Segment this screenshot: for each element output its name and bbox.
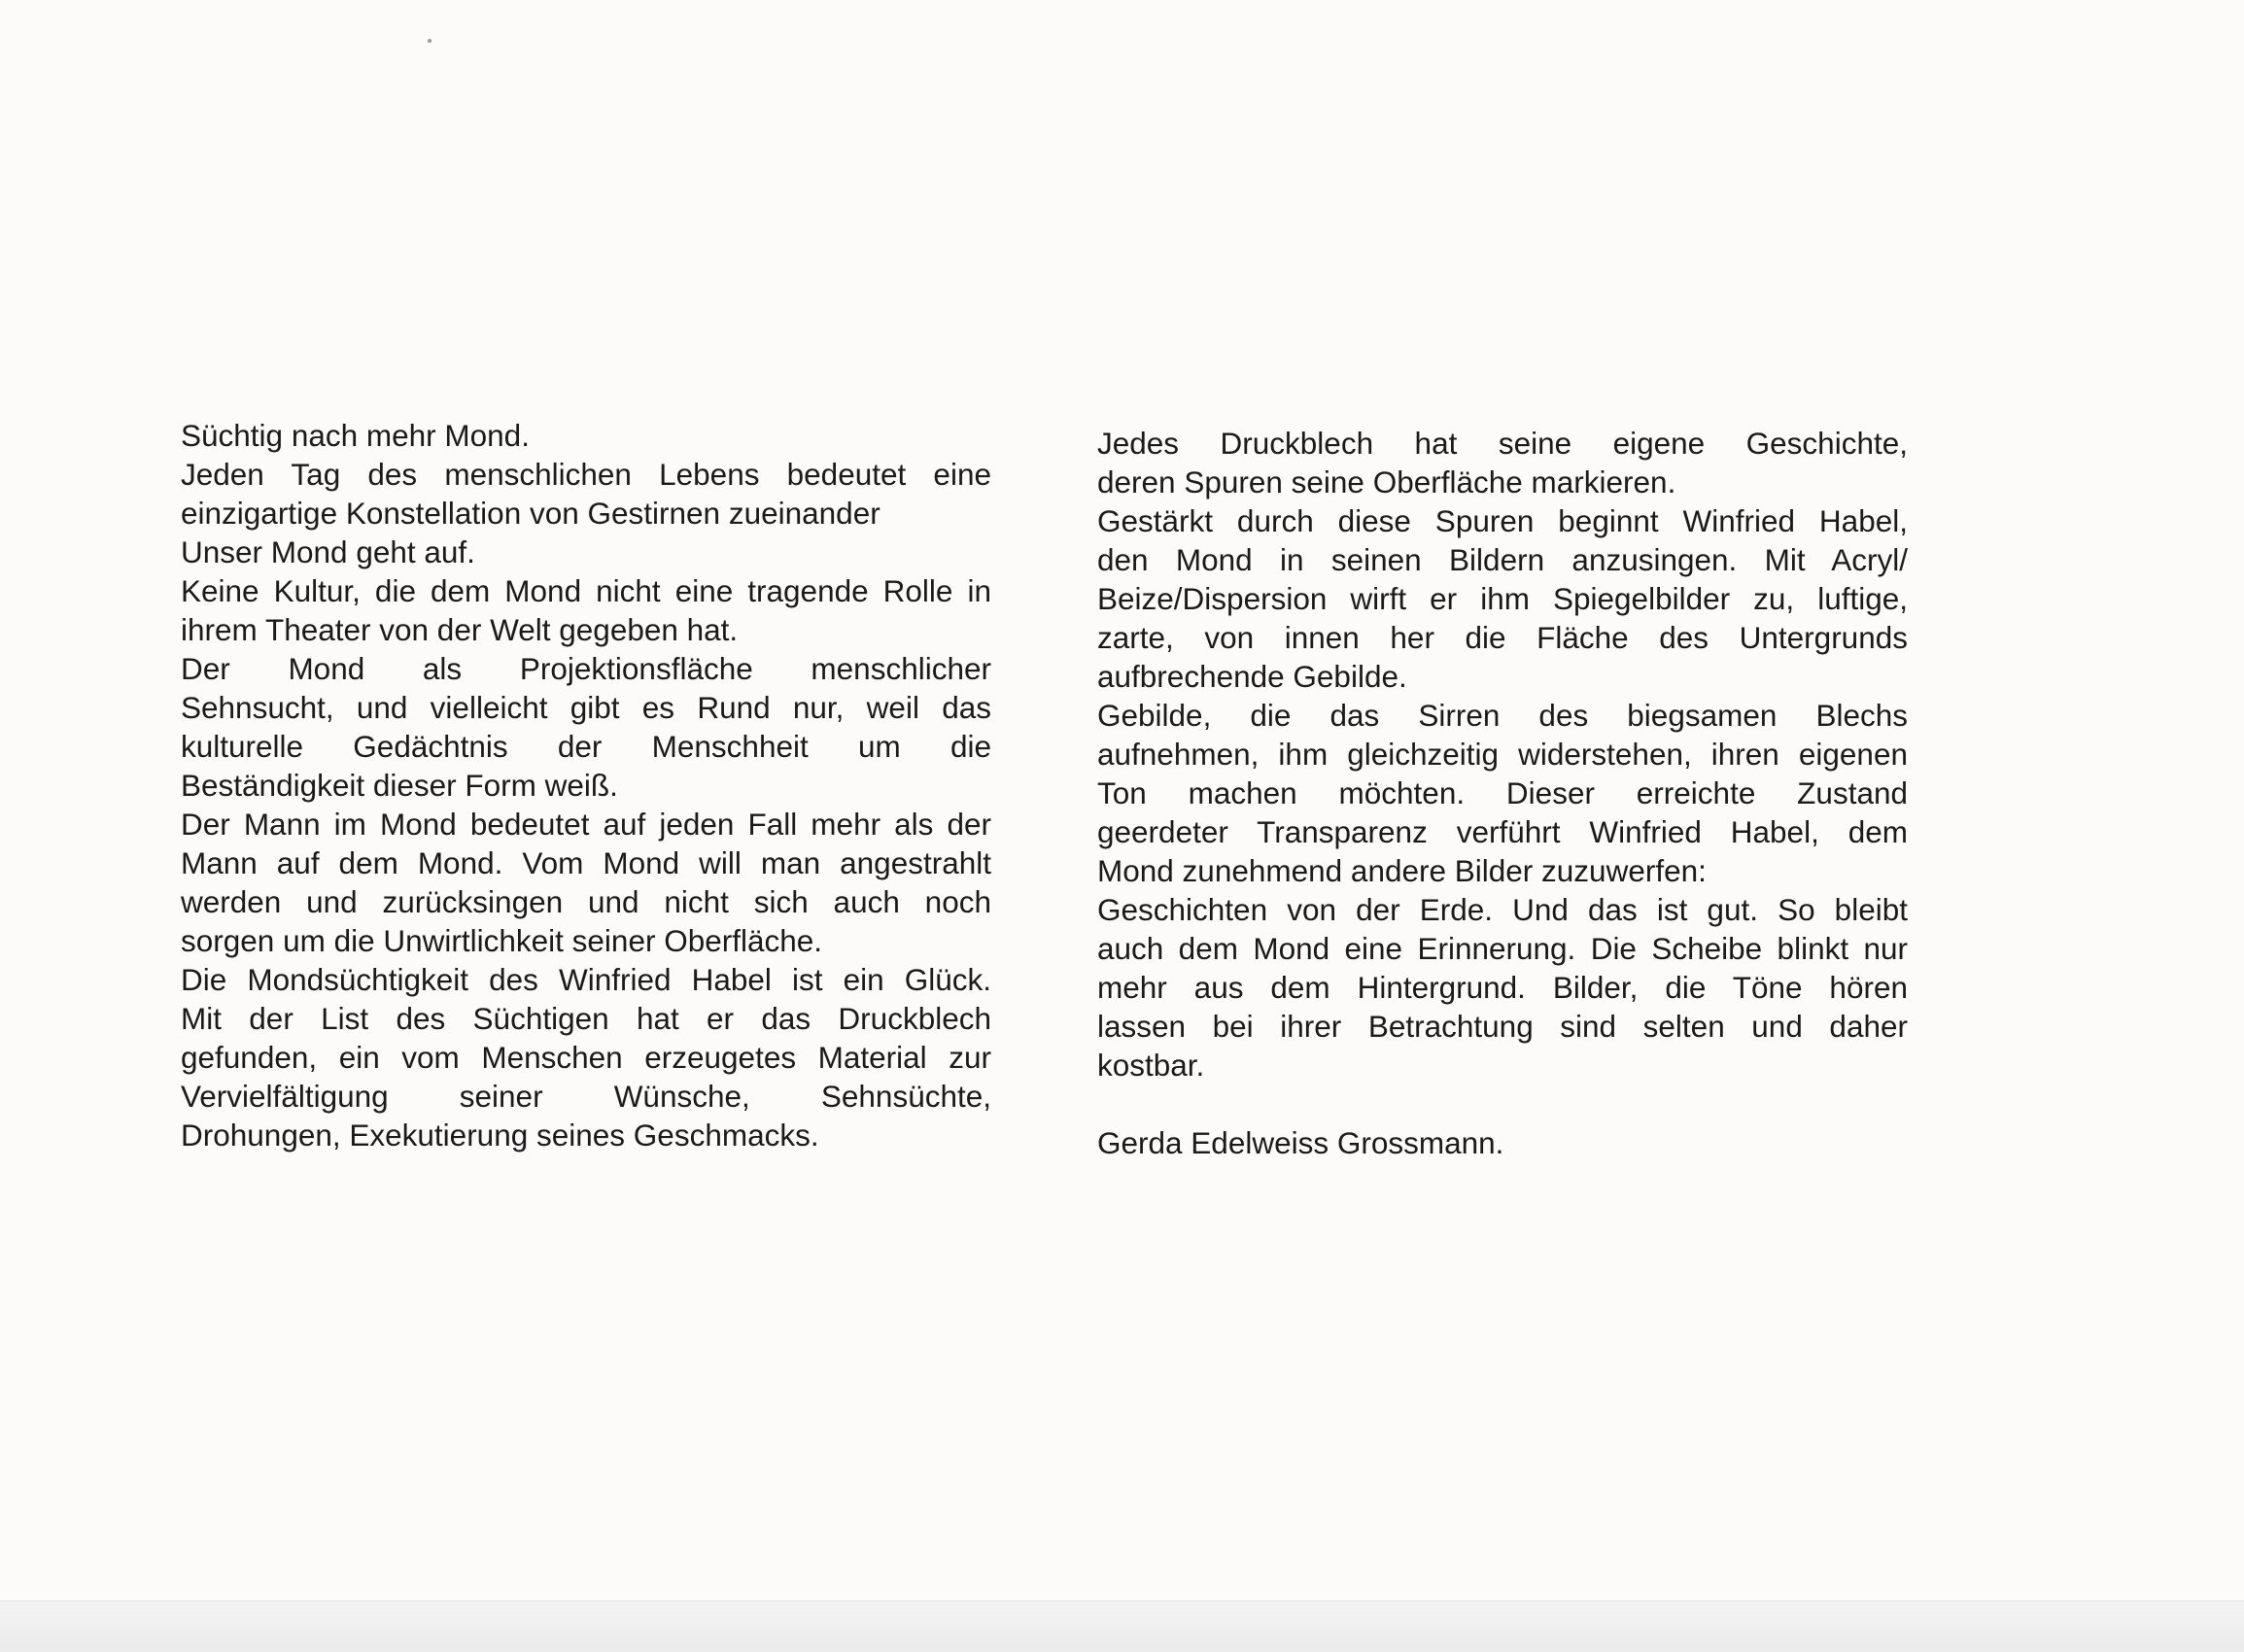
right-column-line: zarte, von innen her die Fläche des Untergrunds	[1097, 620, 1908, 655]
right-column-line: Gebilde, die das Sirren des biegsamen Blechs	[1097, 698, 1908, 733]
left-column-line: gefunden, ein vom Menschen erzeugetes Material zur	[181, 1040, 991, 1075]
right-column-line: Gestärkt durch diese Spuren beginnt Winfried Habel,	[1097, 503, 1908, 538]
right-column-line: kostbar.	[1097, 1048, 1205, 1083]
paragraph-spacer	[1097, 1084, 1908, 1123]
left-column-line: Drohungen, Exekutierung seines Geschmacks.	[181, 1118, 819, 1153]
right-column-line: Geschichten von der Erde. Und das ist gut. So bleibt	[1097, 892, 1908, 927]
left-text-column	[181, 416, 991, 1154]
left-column-line: sorgen um die Unwirtlichkeit seiner Oberfläche.	[181, 923, 823, 958]
left-column-line: Süchtig nach mehr Mond.	[181, 418, 530, 453]
left-column-line: Sehnsucht, und vielleicht gibt es Rund nur, weil das	[181, 690, 991, 725]
left-column-line: Der Mond als Projektionsfläche menschlicher	[181, 651, 991, 686]
left-column-line: einzigartige Konstellation von Gestirnen zueinander	[181, 496, 880, 531]
right-column-line: Ton machen möchten. Dieser erreichte Zustand	[1097, 775, 1908, 810]
scan-speck	[428, 39, 432, 43]
scan-bottom-edge	[0, 1600, 2244, 1652]
right-column-line: geerdeter Transparenz verführt Winfried Habel, dem	[1097, 814, 1908, 849]
left-column-line: Vervielfältigung seiner Wünsche, Sehnsüchte,	[181, 1079, 991, 1114]
right-column-line: den Mond in seinen Bildern anzusingen. Mit Acryl/	[1097, 542, 1908, 577]
right-column-line: aufbrechende Gebilde.	[1097, 659, 1407, 694]
right-column-line: deren Spuren seine Oberfläche markieren.	[1097, 465, 1676, 499]
left-column-line: Jeden Tag des menschlichen Lebens bedeutet eine	[181, 457, 991, 492]
left-column-line: Mann auf dem Mond. Vom Mond will man angestrahlt	[181, 845, 991, 880]
right-column-line: mehr aus dem Hintergrund. Bilder, die Töne hören	[1097, 970, 1908, 1005]
right-column-line: aufnehmen, ihm gleichzeitig widerstehen, ihren eigenen	[1097, 737, 1908, 772]
left-column-line: Der Mann im Mond bedeutet auf jeden Fall mehr als der	[181, 807, 991, 842]
left-column-line: Unser Mond geht auf.	[181, 534, 475, 569]
left-column-line: Beständigkeit dieser Form weiß.	[181, 768, 618, 803]
right-column-line: Beize/Dispersion wirft er ihm Spiegelbilder zu, luftige,	[1097, 581, 1908, 616]
author-signature: Gerda Edelweiss Grossmann.	[1097, 1125, 1504, 1160]
left-column-line: Die Mondsüchtigkeit des Winfried Habel ist ein Glück.	[181, 962, 991, 997]
right-column-line: Jedes Druckblech hat seine eigene Geschichte,	[1097, 426, 1908, 461]
right-column-line: Mond zunehmend andere Bilder zuzuwerfen:	[1097, 853, 1707, 888]
right-text-lines	[1097, 424, 1908, 1084]
left-column-line: Keine Kultur, die dem Mond nicht eine tragende Rolle in	[181, 573, 991, 608]
left-column-line: kulturelle Gedächtnis der Menschheit um die	[181, 729, 991, 764]
right-column-line: lassen bei ihrer Betrachtung sind selten und daher	[1097, 1009, 1908, 1044]
right-text-column	[1097, 424, 1908, 1162]
left-column-line: ihrem Theater von der Welt gegeben hat.	[181, 612, 739, 647]
right-column-line: auch dem Mond eine Erinnerung. Die Scheibe blinkt nur	[1097, 931, 1908, 966]
left-column-line: Mit der List des Süchtigen hat er das Druckblech	[181, 1001, 991, 1036]
left-column-line: werden und zurücksingen und nicht sich auch noch	[181, 884, 991, 919]
